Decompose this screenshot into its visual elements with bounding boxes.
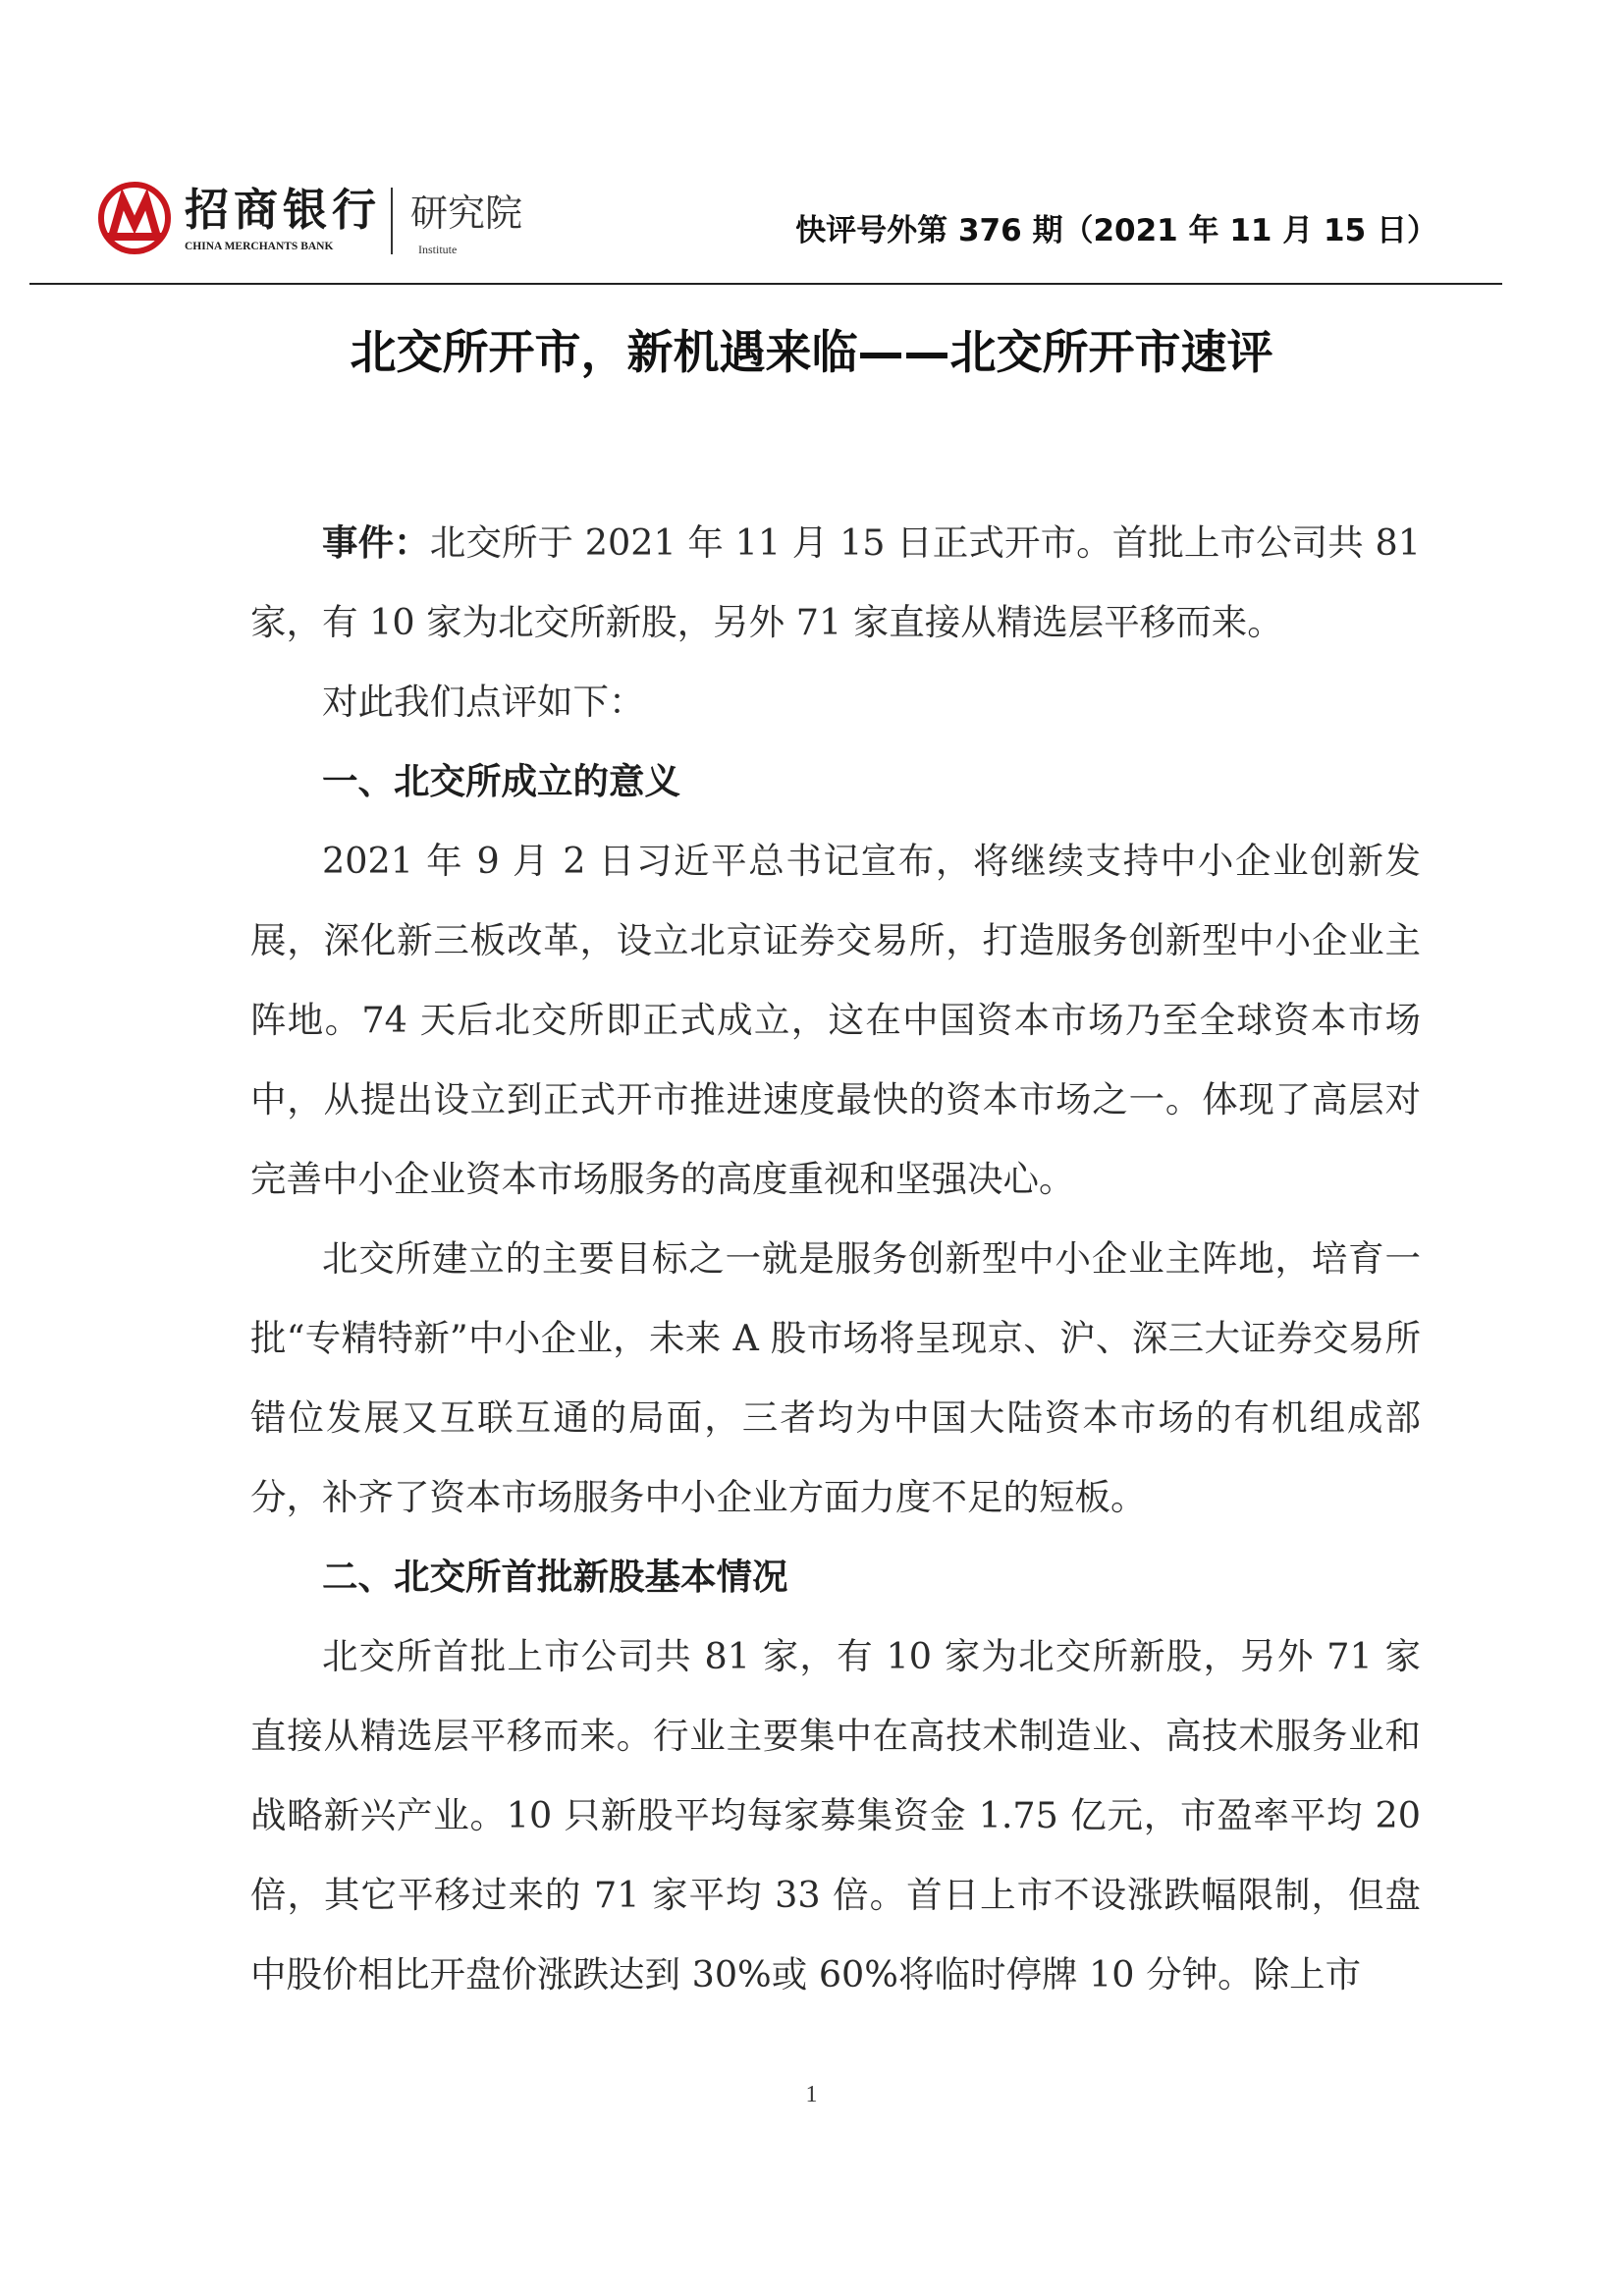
event-paragraph <box>250 503 1421 662</box>
event-label: 事件： <box>322 521 430 564</box>
event-text: 北交所于 2021 年 11 月 15 日正式开市。首批上市公司共 81 家，有 10 家为北交所新股，另外 71 家直接从精选层平移而来。 <box>250 521 1421 643</box>
logo-english-name: CHINA MERCHANTS BANK <box>185 241 334 252</box>
institute-english-name: Institute <box>418 243 458 256</box>
document-body <box>250 503 1421 2014</box>
page-number: 1 <box>805 2082 818 2107</box>
section2-paragraph-1: 北交所首批上市公司共 81 家，有 10 家为北交所新股，另外 71 家直接从精选层平移而来。行业主要集中在高技术制造业、高技术服务业和战略新兴产业。10 只新股平均每家募集资金 1.75 亿元，市盈率平均 20 倍，其它平移过来的 71 家平均 33 倍。首日上市不设涨跌幅限制，但盘中股价相比开盘价涨跌达到 30%或 60%将临时停牌 10 分钟。除上市 <box>250 1635 1421 1995</box>
issue-number: 快评号外第 376 期（2021 年 11 月 15 日） <box>795 213 1437 248</box>
logo-divider <box>391 188 393 254</box>
section1-paragraph-2: 北交所建立的主要目标之一就是服务创新型中小企业主阵地，培育一批“专精特新”中小企业，未来 A 股市场将呈现京、沪、深三大证券交易所错位发展又互联互通的局面，三者均为中国大陆资本市场的有机组成部分，补齐了资本市场服务中小企业方面力度不足的短板。 <box>250 1237 1421 1518</box>
institute-chinese-name: 研究院 <box>410 191 523 235</box>
section1-paragraph-1: 2021 年 9 月 2 日习近平总书记宣布，将继续支持中小企业创新发展，深化新三板改革，设立北京证券交易所，打造服务创新型中小企业主阵地。74 天后北交所即正式成立，这在中国资本市场乃至全球资本市场中，从提出设立到正式开市推进速度最快的资本市场之一。体现了高层对完善中小企业资本市场服务的高度重视和坚强决心。 <box>250 840 1421 1200</box>
document-title: 北交所开市，新机遇来临——北交所开市速评 <box>350 326 1273 380</box>
logo-chinese-name: 招商银行 <box>185 184 382 236</box>
section-heading-significance: 一、北交所成立的意义 <box>322 760 680 802</box>
report-header <box>98 182 1502 280</box>
section-heading-first-batch: 二、北交所首批新股基本情况 <box>322 1556 788 1598</box>
comment-intro: 对此我们点评如下： <box>322 681 645 723</box>
header-rule <box>29 283 1502 285</box>
china-merchants-bank-logo-icon <box>98 182 171 254</box>
